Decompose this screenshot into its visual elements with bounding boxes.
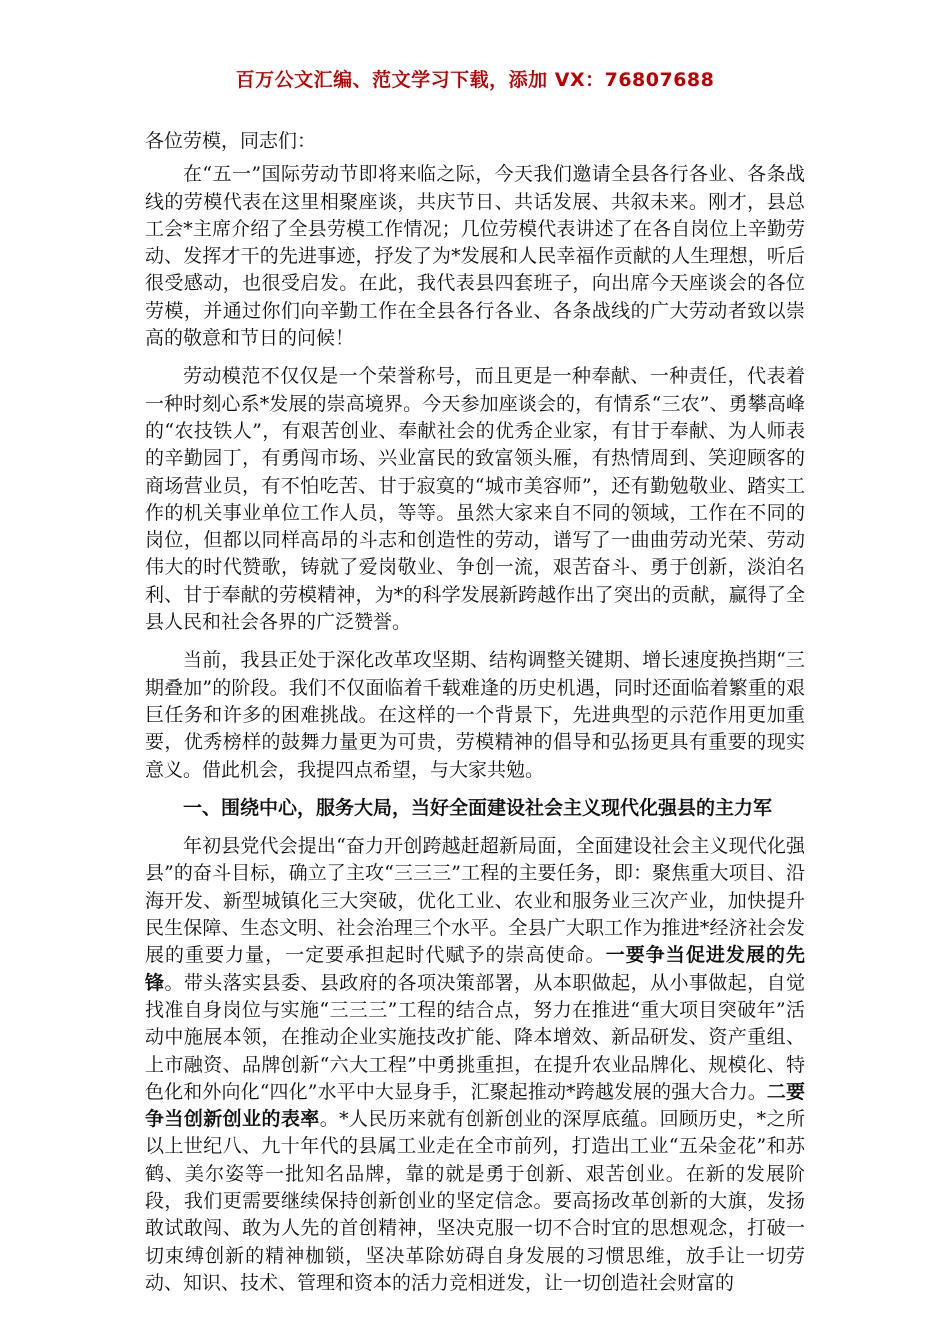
paragraph-4-text-a: 年初县党代会提出“奋力开创跨越赶超新局面，全面建设社会主义现代化强县”的奋斗目标，确立了主攻“三三三”工程的主要任务，即：聚焦重大项目、沿海开发、新型城镇化三大突破，优化工业、农业和服务业三次产业，加快提升民生保障、生态文明、社会治理三个水平。全县广大职工作为推进*经济社会发展的重要力量，一定要承担起时代赋予的崇高使命。 [145, 835, 805, 967]
paragraph-3: 当前，我县正处于深化改革攻坚期、结构调整关键期、增长速度换挡期“三期叠加”的阶段。我们不仅面临着千载难逢的历史机遇，同时还面临着繁重的艰巨任务和许多的困难挑战。在这样的一个背景下，先进典型的示范作用更加重要，优秀榜样的鼓舞力量更为可贵，劳模精神的倡导和弘扬更具有重要的现实意义。借此机会，我提四点希望，与大家共勉。 [145, 649, 805, 781]
section-heading-1: 一、围绕中心，服务大局，当好全面建设社会主义现代化强县的主力军 [183, 796, 773, 819]
paragraph-2: 劳动模范不仅仅是一个荣誉称号，而且更是一种奉献、一种责任，代表着一种时刻心系*发展的崇高境界。今天参加座谈会的，有情系“三农”、勇攀高峰的“农技铁人”，有艰苦创业、奉献社会的优秀企业家，有甘于奉献、为人师表的辛勤园丁，有勇闯市场、兴业富民的致富领头雁，有热情周到、笑迎顾客的商场营业员，有不怕吃苦、甘于寂寞的“城市美容师”，还有勤勉敬业、踏实工作的机关事业单位工作人员，等等。虽然大家来自不同的领域，工作在不同的岗位，但都以同样高昂的斗志和创造性的劳动，谱写了一曲曲劳动光荣、劳动伟大的时代赞歌，铸就了爱岗敬业、争创一流，艰苦奋斗、勇于创新，淡泊名利、甘于奉献的劳模精神，为*的科学发展新跨越作出了突出的贡献，赢得了全县人民和社会各界的广泛赞誉。 [145, 365, 805, 634]
emphasis-point-2: 二要争当创新创业的表率 [145, 1080, 805, 1131]
paragraph-4-text-e: 。*人民历来就有创新创业的深厚底蕴。回顾历史，*之所以上世纪八、九十年代的县属工业走在全市前列，打造出工业“五朵金花”和苏鹤、美尔姿等一批知名品牌，靠的就是勇于创新、艰苦创业。在新的发展阶段，我们更需要继续保持创新创业的坚定信念。要高扬改革创新的大旗，发扬敢试敢闯、敢为人先的首创精神，坚决克服一切不合时宜的思想观念，打破一切束缚创新的精神枷锁，坚决革除妨碍自身发展的习惯思维，放手让一切劳动、知识、技术、管理和资本的活力竞相迸发，让一切创造社会财富的 [145, 1108, 805, 1294]
paragraph-1: 在“五一”国际劳动节即将来临之际，今天我们邀请全县各行各业、各条战线的劳模代表在这里相聚座谈，共庆节日、共话发展、共叙未来。刚才，县总工会*主席介绍了全县劳模工作情况；几位劳模代表讲述了在各自岗位上辛勤劳动、发挥才干的先进事迹，抒发了为*发展和人民幸福作贡献的人生理想，听后很受感动，也很受启发。在此，我代表县四套班子，向出席今天座谈会的各位劳模，并通过你们向辛勤工作在全县各行各业、各条战线的广大劳动者致以崇高的敬意和节日的问候！ [145, 163, 805, 350]
paragraph-4-text-c: 。带头落实县委、县政府的各项决策部署，从本职做起，从小事做起，自觉找准自身岗位与实施“三三三”工程的结合点，努力在推进“重大项目突破年”活动中施展本领，在推动企业实施技改扩能、降本增效、新品研发、资产重组、上市融资、品牌创新“六大工程”中勇挑重担，在提升农业品牌化、规模化、特色化和外向化“四化”水平中大显身手，汇聚起推动*跨越发展的强大合力。 [145, 971, 805, 1103]
salutation: 各位劳模，同志们： [145, 130, 317, 152]
emphasis-point-1: 一要争当促进发展的先锋 [145, 944, 805, 994]
paragraph-4 [145, 833, 805, 1297]
promo-header: 百万公文汇编、范文学习下载，添加 VX：76807688 [235, 69, 715, 91]
document-body [145, 128, 805, 1308]
